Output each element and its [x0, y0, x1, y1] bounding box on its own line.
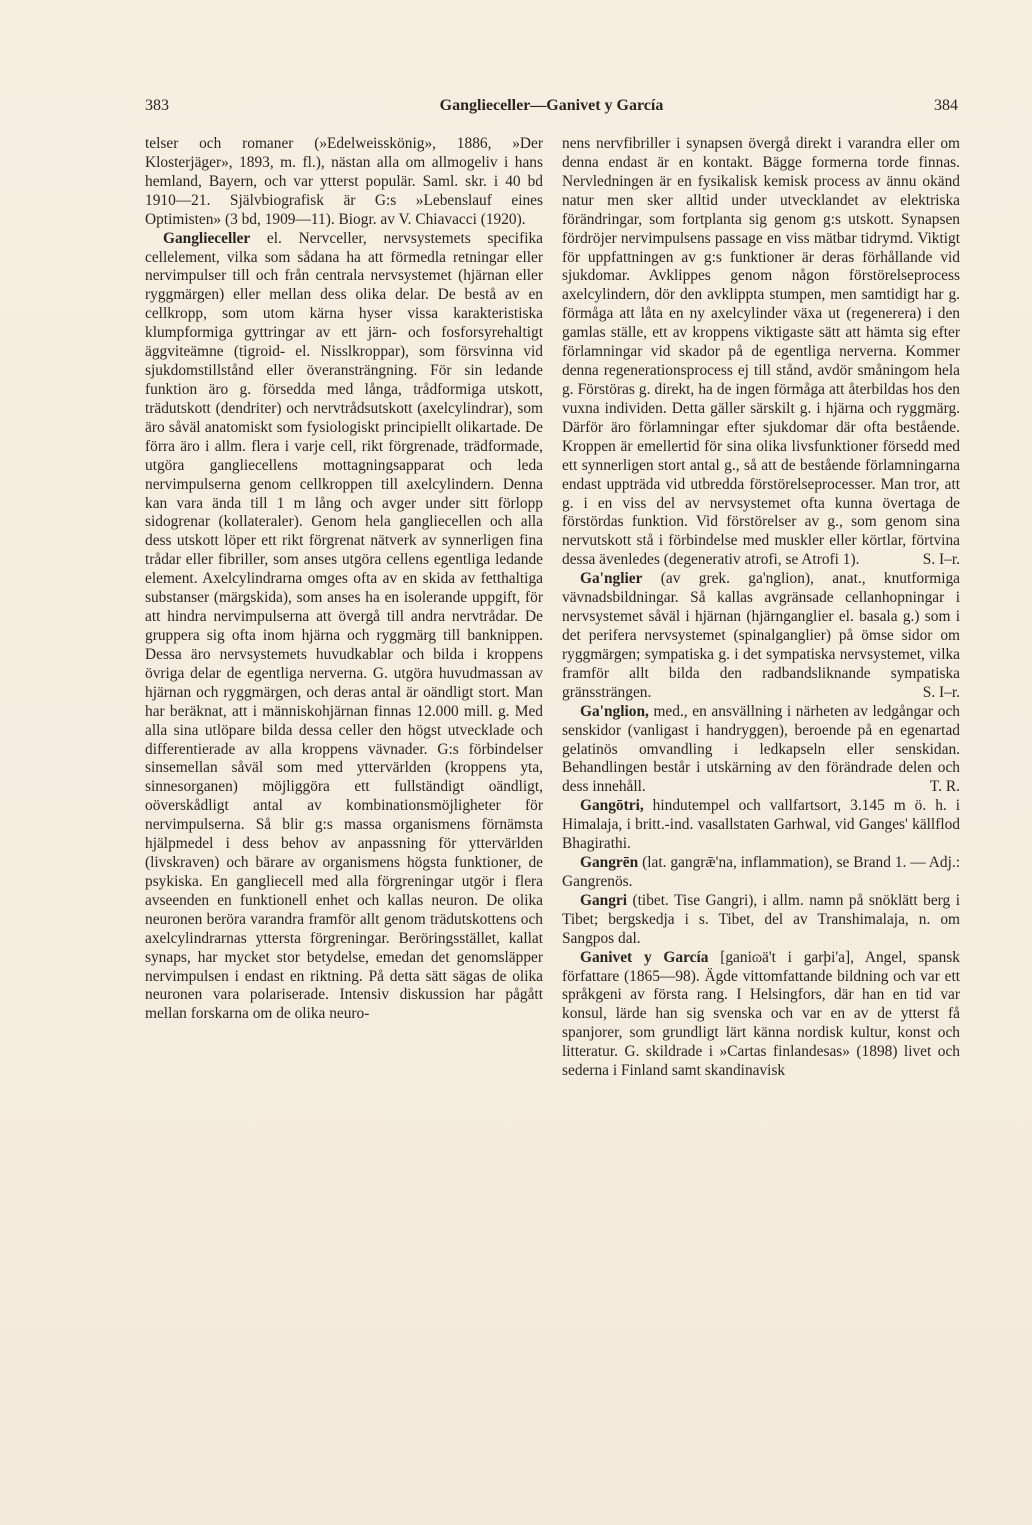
entry-ganglier	[562, 570, 960, 702]
page-header	[145, 97, 958, 125]
entry-ganglion	[562, 703, 960, 798]
headword: Ga'nglier	[580, 570, 643, 588]
headword: Ga'nglion,	[580, 702, 649, 720]
paragraph-text: telser och romaner (»Edelweisskönig», 1886, »Der Klosterjäger», 1893, m. fl.), nästan alla om allmogeliv i hans hemland, Bayern, och var ytterst populär. Saml. skr. i 40 bd 1910—21. Självbiografisk är G:s »Lebenslauf eines Optimisten» (3 bd, 1909—11). Biogr. av V. Chiavacci (1920).	[145, 135, 543, 228]
entry-text: [ganiɷä't i garþi'a], Angel, spansk författare (1865—98). Ägde vittomfattande bildning och var ett språkgeni av första rang. I Helsingfors, där han en tid var konsul, lärde han sig svenska och var en av de ytterst få spanjorer, som grundligt lärt känna nordisk kultur, konst och litteratur. G. skildrade i »Cartas finlandesas» (1898) livet och sederna i Finland samt skandinavisk	[562, 948, 960, 1080]
entry-gangren	[562, 854, 960, 892]
entry-text: (tibet. Tise Gangri), i allm. namn på snöklätt berg i Tibet; bergskedja i s. Tibet, del av Transhimalaja, n. om Sangpos dal.	[562, 891, 960, 947]
entry-text: med., en ansvällning i närheten av ledgångar och senskidor (vanligast i handryggen), beroende på en egenartad gelatinös omvandling i ledkapseln eller senskidan. Behandlingen består i utskärning av den förändrade delen och dess innehåll.	[562, 702, 960, 796]
left-page-number: 383	[145, 97, 169, 114]
entry-ganglieceller	[145, 230, 543, 1025]
paragraph-text: nens nervfibriller i synapsen övergå direkt i varandra eller om denna endast är en kontakt. Bägge formerna torde finnas. Nervledningen är en fysikalisk kemisk process av ännu okänd natur men sker alltid under utvecklandet av elektriska förändringar, som fortplanta sig genom g:s utskott. Synapsen fördröjer nervimpulsens passage en viss mätbar tidrymd. Viktigt för uppfattningen av g:s funktioner är deras förhållande vid sjukdomar. Avklippes genom någon förstörelseprocess axelcylindern, dör den avklippta stumpen, men samtidigt har g. förmåga att låta en ny axelcylinder växa ut (regenerera) i den gamlas ställe, ett av kroppens viktigaste sätt att hämta sig efter förlamningar vid skador på de egentliga nerverna. Kommer denna regenerationsprocess ej till stånd, avdör småningom hela g. Förstöras g. direkt, ha de ingen förmåga att återbildas hos den vuxna individen. Detta gäller särskilt g. i hjärna och ryggmärg. Därför äro förlamningar efter sjukdomar där ofta bestående. Kroppen är emellertid för sina olika livsfunktioner försedd med ett synnerligen stort antal g., så att de bestående förlamningarna endast uppträda vid utbredda förstörelseprocesser. Man tror, att g. i en viss del av nervsystemet ofta kunna övertaga de förstördas funktion. Vid förstörelser av g., som genom sina nervutskott stå i förbindelse med muskler eller körtlar, förtvina dessa ävenledes (degenerativ atrofi, se Atrofi 1).	[562, 135, 960, 569]
entry-text: hindutempel och vallfartsort, 3.145 m ö. h. i Himalaja, i britt.-ind. vasallstaten Garhwal, vid Ganges' källflod Bhagirathi.	[562, 797, 960, 853]
signature: S. I–r.	[922, 683, 960, 701]
entry-text: el. Nervceller, nervsystemets specifika cellelement, vilka som sådana ha att förmedla retningar eller nervimpulser till och från centrala nervsystemet (hjärnan eller ryggmärgen) eller mellan dess olika delar. De bestå av en cellkropp, som utom kärna hyser vissa karakteristiska klumpformiga gyttringar av ett järn- och fosforsyrehaltigt äggviteämne (tigroid- el. Nisslkroppar), som försvinna vid sjukdomstillstånd eller överansträngning. För sin ledande funktion äro g. försedda med långa, trådformiga utskott, trädutskott (dendriter) och nervtrådsutskott (axelcylindrar), som äro såväl anatomiskt som fysiologiskt principiellt olikartade. De förra äro i allm. flera i varje cell, rikt förgrenade, trädformade, utgöra gangliecellens mottagningsapparat och leda nervimpulserna genom cellkroppen till axelcylindern. Denna kan vara ända till 1 m lång och avger under sitt förlopp sidogrenar (kollateraler). Genom hela gangliecellen och alla dess utskott löper ett rikt förgrenat nätverk av synnerligen fina trådar eller fibriller, som anses utgöra cellens egentliga ledande element. Axelcylindrarna omges ofta av en skida av fetthaltiga substanser (märgskida), som anses ha en isolerande uppgift, för att hindra nervimpulserna att övergå till andra nervtrådar. De gruppera sig ofta inom hjärna och ryggmärg till banknippen. Dessa äro nervsystemets huvudkablar och bilda i kroppens övriga delar de egentliga nerverna. G. utgöra huvudmassan av hjärnan och ryggmärgen, och deras antal är oändligt stort. Man har beräknat, att i människohjärnan finnas 12.000 mill. g. Med alla sina utlöpare bilda dessa celler den högst utvecklade och differentierade av alla kroppens vävnader. G:s förbindelser sinsemellan såväl som med yttervärlden (kroppens yta, sinnesorganen) möjliggöra ett fullständigt oändligt, oöverskådligt antal av kombinationsmöjligheter för nervimpulserna. Så blir g:s massa organismens förnämsta hjälpmedel i dess behov av anpassning för yttervärlden (livskraven) och bärare av organismens högsta funktioner, de psykiska. En gangliecell med alla förgreningar utgör i flera avseenden en funktionell enhet och kallas neuron. De olika neuronen beröra varandra framför allt genom trädutskottens och axelcylindrarnas yttersta förgreningar. Beröringsstället, kallat synaps, har mycket stor betydelse, emedan det genomsläpper nervimpulsen i endast en riktning. På detta sätt sägas de olika neuronen vara polariserade. Intensiv diskussion har pågått mellan forskarna om de olika neuro-	[145, 229, 543, 1023]
paragraph	[562, 135, 960, 570]
entry-ganivet	[562, 949, 960, 1081]
paragraph	[145, 135, 543, 230]
entry-gangri	[562, 892, 960, 949]
right-page-number: 384	[934, 97, 958, 114]
headword: Gangrēn	[580, 854, 639, 872]
headword: Ganglieceller	[163, 229, 251, 247]
entry-text: (av grek. ga'nglion), anat., knutformiga vävnadsbildningar. Så kallas avgränsade cellanhopningar i nervsystemet såväl i hjärnan (hjärnganglier el. basala g.) som i det perifera nervsystemet (spinalganglier) på ömse sidor om ryggmärgen; sympatiska g. i det sympatiska nervsystemet, vilka framför allt bilda den radbandsliknande sympatiska gränssträngen.	[562, 570, 960, 701]
headword: Ganivet y García	[580, 948, 709, 966]
signature: S. I–r.	[922, 551, 960, 569]
headword: Gangōtri,	[580, 797, 644, 815]
left-column	[145, 135, 543, 1024]
running-title: Ganglieceller—Ganivet y García	[439, 97, 664, 114]
signature: T. R.	[929, 778, 960, 796]
entry-gangotri	[562, 797, 960, 854]
entry-text: (lat. gangrǣ'na, inflammation), se Brand 1. — Adj.: Gangrenös.	[562, 854, 960, 890]
right-column	[562, 135, 960, 1081]
headword: Gangri	[580, 891, 628, 909]
